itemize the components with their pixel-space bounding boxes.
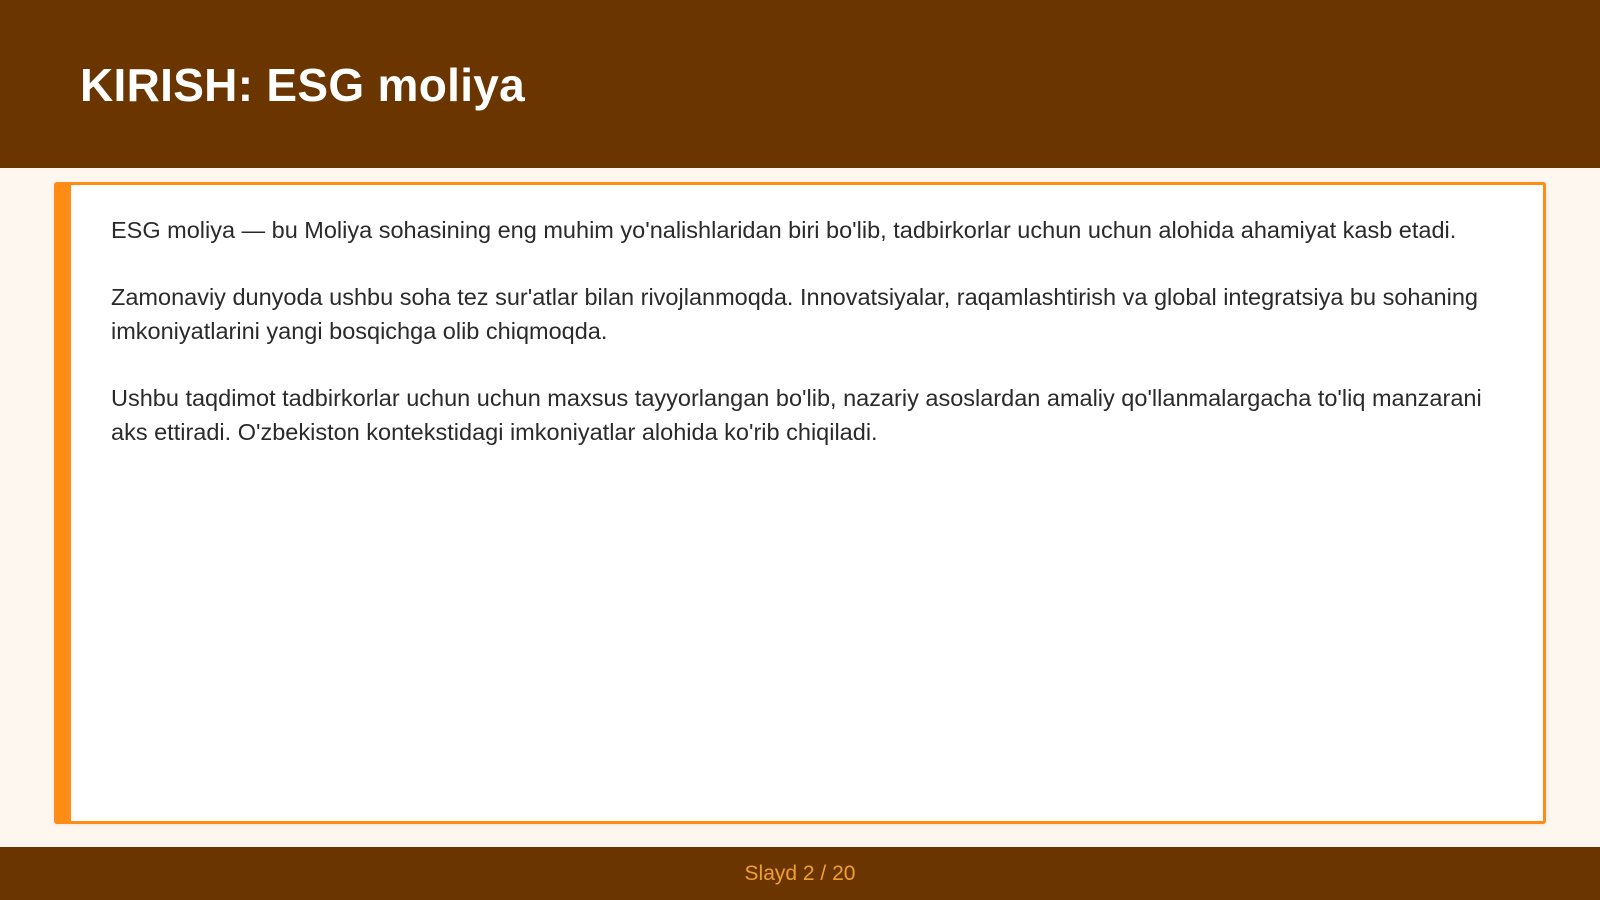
content-card [54,182,1546,824]
paragraph-intro: ESG moliya — bu Moliya sohasining eng muhim yo'nalishlaridan biri bo'lib, tadbirkorlar uchun uchun alohida ahamiyat kasb etadi. [111,217,1457,243]
slide-counter: Slayd 2 / 20 [744,862,856,885]
paragraph-presentation-scope: Ushbu taqdimot tadbirkorlar uchun uchun maxsus tayyorlangan bo'lib, nazariy asoslardan amaliy qo'llanmalargacha to'liq manzarani aks ettiradi. O'zbekiston kontekstidagi imkoniyatlar alohida ko'rib chiqiladi. [111,385,1482,445]
slide-title: KIRISH: ESG moliya [80,59,526,111]
slide-footer [0,847,1600,900]
paragraph-modern-world: Zamonaviy dunyoda ushbu soha tez sur'atlar bilan rivojlanmoqda. Innovatsiyalar, raqamlashtirish va global integratsiya bu sohaning imkoniyatlarini yangi bosqichga olib chiqmoqda. [111,284,1478,344]
slide-header [0,0,1600,168]
content-body [111,213,1511,482]
